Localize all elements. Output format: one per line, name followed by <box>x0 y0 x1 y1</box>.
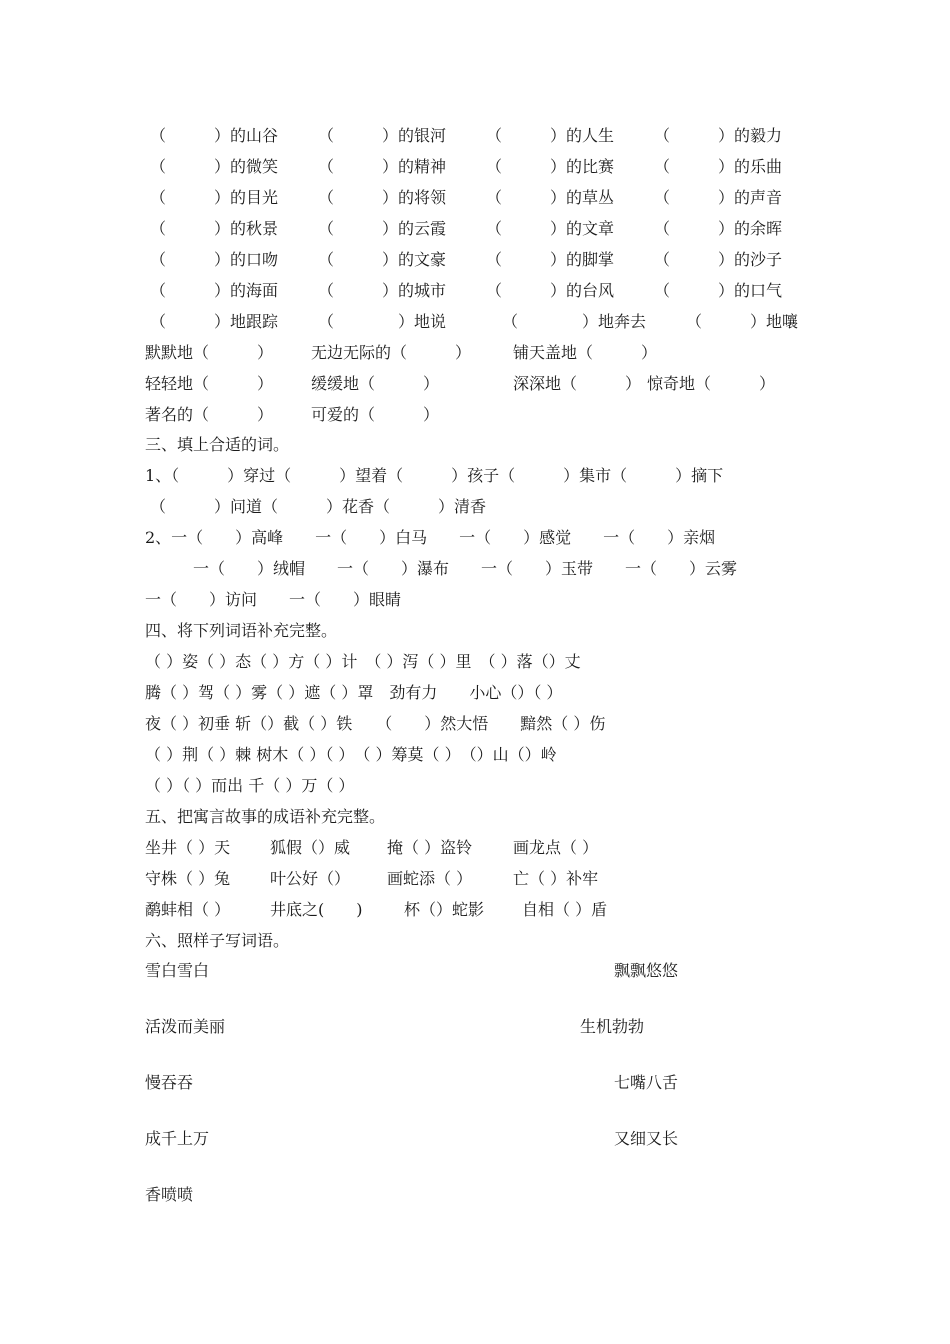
idiom-item: 亡（ ）补牢 <box>513 869 599 888</box>
fill-blank-phrase: 深深地（ ） <box>513 374 642 393</box>
fill-blank-phrase: （ ）的秋景 <box>150 219 279 238</box>
example-word: 慢吞吞 <box>145 1073 194 1092</box>
example-word: 成千上万 <box>145 1129 210 1148</box>
fill-blank-phrase: （ ）的文豪 <box>318 250 447 269</box>
example-word: 香喷喷 <box>145 1185 194 1204</box>
idiom-item: 狐假（）威 <box>270 838 351 857</box>
example-word: 雪白雪白 <box>145 961 210 980</box>
fill-blank-phrase: 默默地（ ） <box>145 343 274 362</box>
fill-blank-phrase: （ ）的城市 <box>318 281 447 300</box>
fill-blank-phrase: （ ）的口气 <box>654 281 783 300</box>
idiom-item: 鹬蚌相（ ） <box>145 900 231 919</box>
idiom-item: 叶公好（） <box>270 869 351 888</box>
idiom-item: 井底之( ) <box>270 900 363 919</box>
section-3-line-4: 一（ ）绒帽 一（ ）瀑布 一（ ）玉带 一（ ）云雾 <box>193 559 738 578</box>
fill-blank-phrase: （ ）的将领 <box>318 188 447 207</box>
fill-blank-phrase: （ ）的目光 <box>150 188 279 207</box>
example-word: 生机勃勃 <box>580 1017 645 1036</box>
section-4-line: （ ）（ ）而出 千（ ）万（ ） <box>145 776 355 795</box>
idiom-item: 杯（）蛇影 <box>404 900 485 919</box>
example-word: 七嘴八舌 <box>614 1073 679 1092</box>
fill-blank-phrase: （ ）的银河 <box>318 126 447 145</box>
fill-blank-phrase: （ ）的余晖 <box>654 219 783 238</box>
fill-blank-phrase: （ ）的山谷 <box>150 126 279 145</box>
fill-blank-phrase: 可爱的（ ） <box>311 405 440 424</box>
section-4-line: 腾（ ）驾（ ）雾（ ）遮（ ）罩 劲有力 小心（）（ ） <box>145 683 563 702</box>
fill-blank-phrase: （ ）的草丛 <box>486 188 615 207</box>
fill-blank-phrase: 惊奇地（ ） <box>647 374 776 393</box>
idiom-item: 掩（ ）盗铃 <box>387 838 473 857</box>
example-word: 活泼而美丽 <box>145 1017 226 1036</box>
idiom-item: 画蛇添（ ） <box>387 869 473 888</box>
fill-blank-phrase: （ ）的云霞 <box>318 219 447 238</box>
fill-blank-phrase: （ ）的台风 <box>486 281 615 300</box>
section-4-line: 夜（ ）初垂 斩（）截（ ）铁 （ ）然大悟 黯然（ ）伤 <box>145 714 606 733</box>
section-3-line-2: （ ）问道（ ）花香（ ）清香 <box>150 497 487 516</box>
fill-blank-phrase: （ ）的口吻 <box>150 250 279 269</box>
fill-blank-phrase: （ ）的比赛 <box>486 157 615 176</box>
example-word: 又细又长 <box>614 1129 679 1148</box>
fill-blank-phrase: 无边无际的（ ） <box>311 343 472 362</box>
fill-blank-phrase: 轻轻地（ ） <box>145 374 274 393</box>
example-word: 飘飘悠悠 <box>614 961 679 980</box>
idiom-item: 坐井（ ）天 <box>145 838 231 857</box>
fill-blank-phrase: 著名的（ ） <box>145 405 274 424</box>
fill-blank-phrase: （ ）的精神 <box>318 157 447 176</box>
idiom-item: 画龙点（ ） <box>513 838 599 857</box>
fill-blank-phrase: （ ）地奔去 <box>502 312 647 331</box>
section-3-line-5: 一（ ）访问 一（ ）眼睛 <box>145 590 402 609</box>
section-3-line-3: 2、一（ ）高峰 一（ ）白马 一（ ）感觉 一（ ）亲烟 <box>145 528 716 547</box>
fill-blank-phrase: （ ）的毅力 <box>654 126 783 145</box>
section-4-title: 四、将下列词语补充完整。 <box>145 621 338 640</box>
fill-blank-phrase: （ ）的微笑 <box>150 157 279 176</box>
fill-blank-phrase: （ ）地跟踪 <box>150 312 279 331</box>
fill-blank-phrase: （ ）的脚掌 <box>486 250 615 269</box>
section-3-title: 三、填上合适的词。 <box>145 435 290 454</box>
section-4-line: （ ）姿（ ）态（ ）方（ ）计 （ ）泻（ ）里 （ ）落（）丈 <box>145 652 581 671</box>
fill-blank-phrase: （ ）地说 <box>318 312 447 331</box>
fill-blank-phrase: 缓缓地（ ） <box>311 374 440 393</box>
section-6-title: 六、照样子写词语。 <box>145 931 290 950</box>
fill-blank-phrase: （ ）的沙子 <box>654 250 783 269</box>
fill-blank-phrase: （ ）的人生 <box>486 126 615 145</box>
fill-blank-phrase: （ ）地嚷 <box>686 312 799 331</box>
idiom-item: 自相（ ）盾 <box>522 900 608 919</box>
fill-blank-phrase: （ ）的声音 <box>654 188 783 207</box>
fill-blank-phrase: （ ）的海面 <box>150 281 279 300</box>
section-5-title: 五、把寓言故事的成语补充完整。 <box>145 807 386 826</box>
idiom-item: 守株（ ）兔 <box>145 869 231 888</box>
fill-blank-phrase: （ ）的文章 <box>486 219 615 238</box>
fill-blank-phrase: 铺天盖地（ ） <box>513 343 658 362</box>
fill-blank-phrase: （ ）的乐曲 <box>654 157 783 176</box>
section-4-line: （ ）荆（ ）棘 树木（ ）（ ） （ ）筹莫（ ） （）山（）岭 <box>145 745 557 764</box>
section-3-line-1: 1、（ ）穿过（ ）望着（ ）孩子（ ）集市（ ）摘下 <box>145 466 724 485</box>
